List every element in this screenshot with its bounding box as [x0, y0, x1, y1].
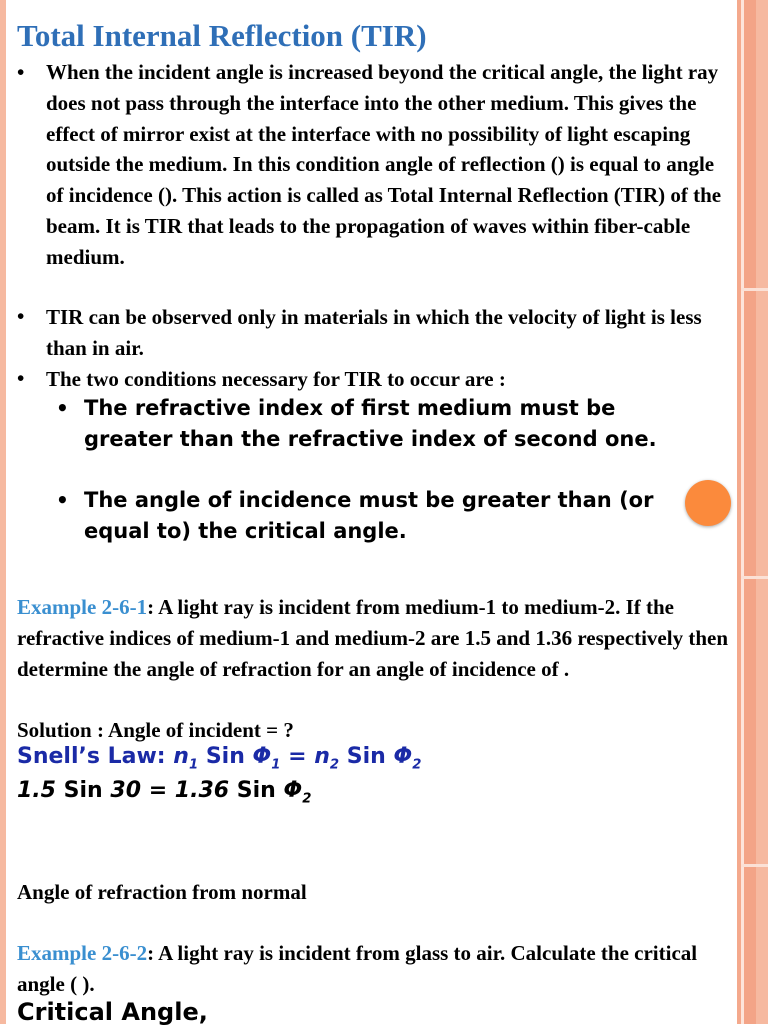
left-border [0, 0, 6, 1024]
snells-law-equation [17, 744, 421, 772]
bullet-marker: • [17, 60, 25, 84]
example-2 [17, 938, 737, 1000]
equals-sign: = [288, 744, 307, 769]
calc-n1-value: 1.5 [17, 778, 56, 803]
example-2-label: Example 2-6-2 [17, 941, 148, 965]
phi1-symbol: Φ [252, 744, 272, 769]
example-1 [17, 592, 737, 684]
example-1-text: : A light ray is incident from medium-1 to medium-2. If the refractive indices of medium-1 and medium-2 are 1.5 and 1.36 respectively then determine the angle of refraction for an angle of incidence of . [17, 595, 729, 681]
n2-symbol: n [314, 744, 330, 769]
right-decor-divider [741, 576, 768, 579]
sub-bullet-marker: • [56, 488, 69, 512]
bullet-marker: • [17, 304, 25, 328]
bullet-item: TIR can be observed only in materials in which the velocity of light is less than in air. [46, 305, 702, 360]
n1-symbol: n [173, 744, 189, 769]
sin-term: Sin [63, 778, 103, 803]
n2-subscript: 2 [329, 757, 340, 773]
phi2-subscript: 2 [302, 791, 312, 807]
sin-term: Sin [346, 744, 386, 769]
angle-of-refraction-line: Angle of refraction from normal [17, 880, 307, 904]
phi2-symbol: Φ [283, 778, 303, 803]
bullet-item: When the incident angle is increased beyond the critical angle, the light ray does not pass through the interface into the other medium. This gives the effect of mirror exist at the interface with no possibility of light escaping outside the medium. In this condition angle of reflection () is equal to angle of incidence (). This action is called as Total Internal Reflection (TIR) of the beam. It is TIR that leads to the propagation of waves within fiber-cable medium. [46, 60, 722, 269]
equals-sign: = [148, 778, 168, 803]
snell-substitution [17, 778, 311, 806]
sub-bullet-item: The angle of incidence must be greater than (or equal to) the critical angle. [84, 488, 654, 543]
page-title: Total Internal Reflection (TIR) [17, 18, 427, 53]
sub-bullet-item: The refractive index of first medium must be greater than the refractive index of second one. [84, 396, 657, 451]
bullet-marker: • [17, 366, 25, 390]
calc-angle-value: 30 [110, 778, 142, 803]
n1-subscript: 1 [188, 757, 199, 773]
solution-line: Solution : Angle of incident = ? [17, 718, 294, 742]
critical-angle-heading: Critical Angle, [17, 998, 208, 1026]
calc-n2-value: 1.36 [174, 778, 230, 803]
sub-bullet-marker: • [56, 396, 69, 420]
sin-term: Sin [236, 778, 276, 803]
example-1-label: Example 2-6-1 [17, 595, 148, 619]
right-decor-stripe [744, 0, 756, 1024]
phi2-subscript: 2 [412, 757, 422, 773]
phi1-subscript: 1 [271, 757, 281, 773]
right-decor-divider [741, 864, 768, 867]
snell-prefix: Snell’s Law: [17, 744, 174, 769]
sin-term: Sin [205, 744, 245, 769]
bullet-item: The two conditions necessary for TIR to occur are : [46, 367, 506, 391]
right-decor-stripe [756, 0, 768, 1024]
example-2-text: : A light ray is incident from glass to air. Calculate the critical angle ( ). [17, 941, 698, 996]
right-decor-divider [741, 288, 768, 291]
phi2-symbol: Φ [393, 744, 413, 769]
